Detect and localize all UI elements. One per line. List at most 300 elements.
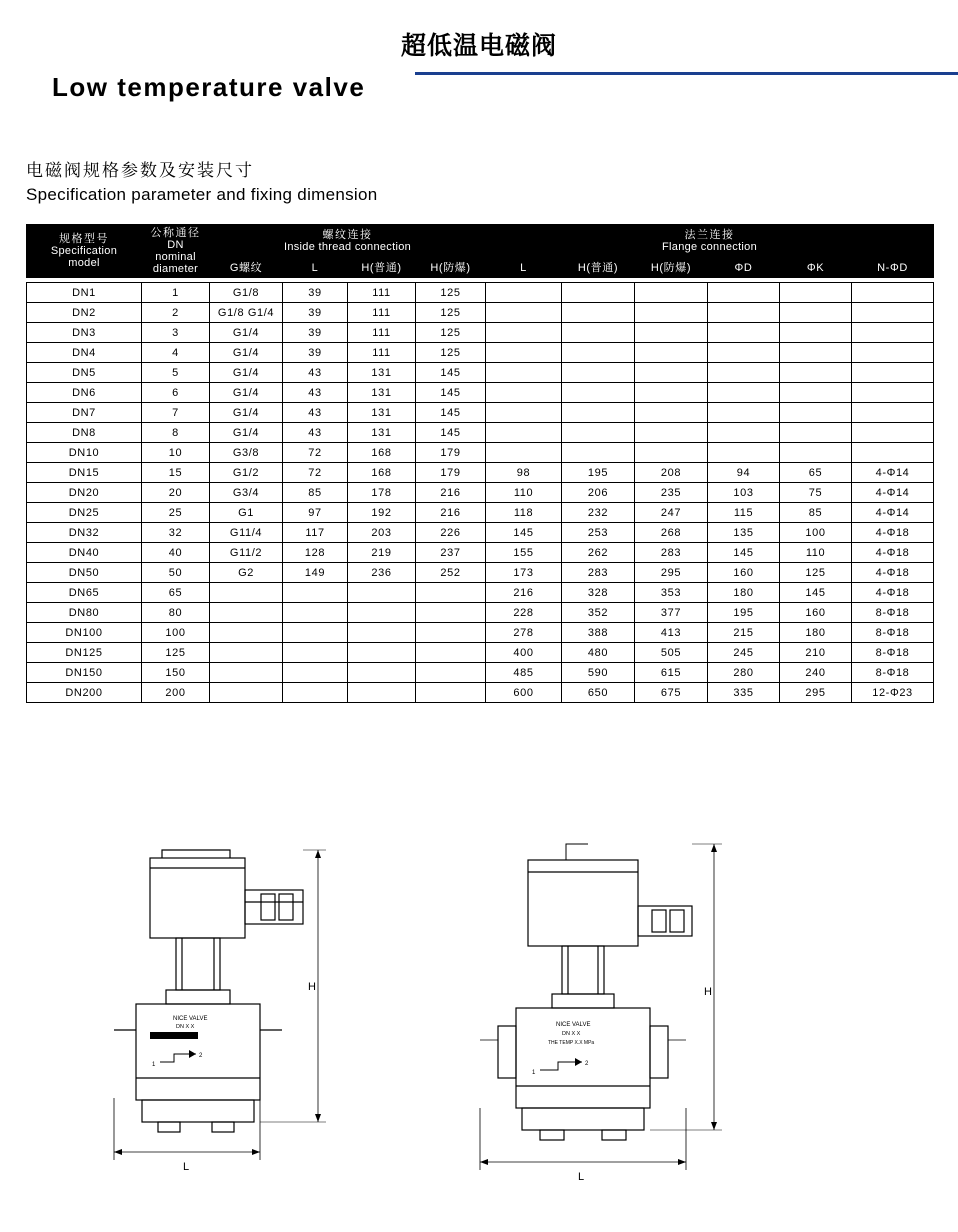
cell-phik: 75 (780, 483, 852, 503)
cell-nphid (852, 403, 934, 423)
cell-l: 43 (283, 363, 348, 383)
cell-g: G2 (210, 563, 283, 583)
cell-l: 43 (283, 423, 348, 443)
table-row (27, 283, 934, 303)
cell-he: 145 (416, 363, 486, 383)
cell-phid: 280 (708, 663, 780, 683)
th-flange-h-normal: H(普通) (562, 258, 635, 278)
cell-he: 216 (416, 503, 486, 523)
cell-nphid (852, 363, 934, 383)
specification-table (26, 224, 934, 703)
cell-hn (348, 583, 416, 603)
cell-dn: 32 (142, 523, 210, 543)
cell-fhe: 413 (635, 623, 708, 643)
cell-nphid (852, 283, 934, 303)
cell-fhn: 206 (562, 483, 635, 503)
cell-he: 216 (416, 483, 486, 503)
cell-model: DN100 (27, 623, 142, 643)
cell-g (210, 683, 283, 703)
cell-fl (486, 303, 562, 323)
cell-model: DN40 (27, 543, 142, 563)
cell-phik (780, 323, 852, 343)
cell-fhn (562, 303, 635, 323)
table-body (27, 278, 934, 703)
section-heading (26, 160, 378, 206)
flanged-valve-drawing (470, 830, 890, 1230)
cell-fhe (635, 323, 708, 343)
table-row (27, 603, 934, 623)
cell-g (210, 643, 283, 663)
table-row (27, 323, 934, 343)
cell-model: DN4 (27, 343, 142, 363)
cell-hn: 111 (348, 323, 416, 343)
cell-fl: 98 (486, 463, 562, 483)
cell-nphid: 4-Φ18 (852, 563, 934, 583)
th-dn-en: nominal (155, 251, 196, 263)
th-nominal-diameter (142, 225, 210, 278)
cell-nphid: 4-Φ14 (852, 463, 934, 483)
th-thread-group (210, 225, 486, 258)
cell-dn: 4 (142, 343, 210, 363)
cell-nphid: 4-Φ18 (852, 523, 934, 543)
cell-fhn: 232 (562, 503, 635, 523)
cell-g: G1/4 (210, 383, 283, 403)
table-row (27, 663, 934, 683)
cell-model: DN10 (27, 443, 142, 463)
cell-he: 125 (416, 303, 486, 323)
cell-g: G1/4 (210, 423, 283, 443)
cell-model: DN125 (27, 643, 142, 663)
cell-fl: 228 (486, 603, 562, 623)
th-spec-model-cn: 规格型号 (59, 232, 109, 245)
cell-phid: 215 (708, 623, 780, 643)
left-port-in-label: 1 (152, 1062, 156, 1068)
table-row (27, 383, 934, 403)
cell-g: G1/4 (210, 403, 283, 423)
cell-nphid (852, 383, 934, 403)
cell-fl (486, 343, 562, 363)
cell-l: 97 (283, 503, 348, 523)
cell-dn: 100 (142, 623, 210, 643)
cell-fhn: 283 (562, 563, 635, 583)
cell-l: 117 (283, 523, 348, 543)
cell-model: DN8 (27, 423, 142, 443)
cell-fhn: 352 (562, 603, 635, 623)
cell-phid: 135 (708, 523, 780, 543)
cell-phid (708, 383, 780, 403)
table-row (27, 343, 934, 363)
cell-phik (780, 283, 852, 303)
cell-l: 39 (283, 303, 348, 323)
cell-fl: 216 (486, 583, 562, 603)
cell-fhn: 388 (562, 623, 635, 643)
table-row (27, 683, 934, 703)
cell-g: G3/8 (210, 443, 283, 463)
cell-phid (708, 343, 780, 363)
cell-model: DN1 (27, 283, 142, 303)
cell-phik: 210 (780, 643, 852, 663)
cell-fhe (635, 303, 708, 323)
cell-fl: 173 (486, 563, 562, 583)
cell-dn: 2 (142, 303, 210, 323)
cell-fl: 278 (486, 623, 562, 643)
cell-model: DN25 (27, 503, 142, 523)
cell-nphid (852, 303, 934, 323)
section-heading-cn: 电磁阀规格参数及安装尺寸 (26, 161, 254, 181)
cell-phik: 110 (780, 543, 852, 563)
cell-he (416, 623, 486, 643)
table-row (27, 423, 934, 443)
cell-he: 125 (416, 343, 486, 363)
th-g-thread: G螺纹 (210, 258, 283, 278)
cell-fhe: 235 (635, 483, 708, 503)
left-port-out-label: 2 (199, 1053, 203, 1059)
cell-dn: 6 (142, 383, 210, 403)
cell-dn: 1 (142, 283, 210, 303)
cell-phik (780, 443, 852, 463)
cell-nphid: 8-Φ18 (852, 643, 934, 663)
cell-phid (708, 443, 780, 463)
th-thread-h-normal: H(普通) (348, 258, 416, 278)
table-row (27, 303, 934, 323)
page-header (0, 0, 958, 120)
right-port-in-label: 1 (532, 1070, 536, 1076)
cell-phik: 240 (780, 663, 852, 683)
cell-g: G1/4 (210, 363, 283, 383)
cell-fhe: 353 (635, 583, 708, 603)
cell-phid: 245 (708, 643, 780, 663)
cell-he: 179 (416, 443, 486, 463)
cell-hn: 131 (348, 383, 416, 403)
cell-l: 39 (283, 323, 348, 343)
cell-he: 179 (416, 463, 486, 483)
cell-phik (780, 363, 852, 383)
cell-model: DN50 (27, 563, 142, 583)
cell-model: DN6 (27, 383, 142, 403)
cell-dn: 20 (142, 483, 210, 503)
table-row (27, 403, 934, 423)
left-brand-label: NICE VALVE (173, 1016, 208, 1022)
cell-model: DN80 (27, 603, 142, 623)
th-flange-group-en: Flange connection (662, 241, 758, 254)
cell-fl (486, 323, 562, 343)
cell-phid (708, 303, 780, 323)
cell-he (416, 643, 486, 663)
cell-nphid: 8-Φ18 (852, 663, 934, 683)
th-flange-group-cn: 法兰连接 (684, 228, 735, 242)
cell-fl: 485 (486, 663, 562, 683)
left-dim-l-label: L (183, 1161, 190, 1173)
cell-he: 226 (416, 523, 486, 543)
cell-g (210, 663, 283, 683)
cell-phid: 195 (708, 603, 780, 623)
cell-phid (708, 323, 780, 343)
cell-l: 72 (283, 463, 348, 483)
th-n-phi-d: N-ΦD (852, 258, 934, 278)
cell-fl: 400 (486, 643, 562, 663)
spec-table-container (26, 224, 913, 703)
table-header (27, 225, 934, 278)
cell-model: DN150 (27, 663, 142, 683)
cell-phik (780, 383, 852, 403)
cell-fl: 118 (486, 503, 562, 523)
cell-model: DN200 (27, 683, 142, 703)
cell-he (416, 583, 486, 603)
cell-dn: 7 (142, 403, 210, 423)
cell-dn: 40 (142, 543, 210, 563)
cell-l (283, 663, 348, 683)
cell-he (416, 683, 486, 703)
cell-fhe: 268 (635, 523, 708, 543)
cell-he: 125 (416, 323, 486, 343)
page-title-en: Low temperature valve (52, 72, 366, 102)
cell-fhe (635, 403, 708, 423)
cell-model: DN3 (27, 323, 142, 343)
cell-g (210, 623, 283, 643)
page-title-cn: 超低温电磁阀 (400, 31, 557, 60)
cell-phik: 65 (780, 463, 852, 483)
cell-hn (348, 643, 416, 663)
table-row (27, 583, 934, 603)
cell-fhe (635, 443, 708, 463)
th-thread-l: L (283, 258, 348, 278)
th-dn-en2: diameter (152, 263, 199, 275)
cell-fhe: 505 (635, 643, 708, 663)
th-flange-group (486, 225, 934, 258)
cell-he (416, 603, 486, 623)
cell-he: 237 (416, 543, 486, 563)
cell-l: 43 (283, 403, 348, 423)
cell-hn (348, 623, 416, 643)
cell-hn: 111 (348, 343, 416, 363)
th-dn-code: DN (167, 239, 184, 251)
th-flange-l: L (486, 258, 562, 278)
cell-dn: 65 (142, 583, 210, 603)
cell-hn: 131 (348, 423, 416, 443)
cell-he: 125 (416, 283, 486, 303)
right-dim-h-label: H (704, 986, 712, 998)
cell-fhn (562, 283, 635, 303)
cell-fhn: 590 (562, 663, 635, 683)
cell-fhn: 328 (562, 583, 635, 603)
table-row (27, 643, 934, 663)
cell-model: DN65 (27, 583, 142, 603)
cell-phid: 335 (708, 683, 780, 703)
right-brand-label: NICE VALVE (556, 1022, 591, 1028)
cell-fhe: 615 (635, 663, 708, 683)
cell-dn: 10 (142, 443, 210, 463)
th-thread-h-ex: H(防爆) (416, 258, 486, 278)
cell-fhe: 283 (635, 543, 708, 563)
cell-hn: 219 (348, 543, 416, 563)
cell-l: 39 (283, 283, 348, 303)
cell-fhn: 253 (562, 523, 635, 543)
cell-fhe: 247 (635, 503, 708, 523)
right-model-label: DN X X (562, 1031, 581, 1037)
table-row (27, 543, 934, 563)
cell-fhn (562, 423, 635, 443)
table-row (27, 483, 934, 503)
title-divider (415, 72, 958, 75)
cell-dn: 15 (142, 463, 210, 483)
left-model-label: DN X X (176, 1024, 195, 1030)
cell-nphid: 4-Φ18 (852, 543, 934, 563)
cell-model: DN2 (27, 303, 142, 323)
cell-l: 128 (283, 543, 348, 563)
cell-he: 252 (416, 563, 486, 583)
table-row (27, 523, 934, 543)
cell-phik (780, 303, 852, 323)
table-row (27, 363, 934, 383)
cell-g: G1/4 (210, 323, 283, 343)
cell-hn: 131 (348, 403, 416, 423)
cell-g (210, 583, 283, 603)
cell-l: 39 (283, 343, 348, 363)
cell-fhn (562, 443, 635, 463)
cell-phik (780, 423, 852, 443)
cell-nphid (852, 343, 934, 363)
cell-fl (486, 383, 562, 403)
cell-fhn (562, 383, 635, 403)
cell-g: G1/8 (210, 283, 283, 303)
cell-fl: 155 (486, 543, 562, 563)
cell-phik: 125 (780, 563, 852, 583)
cell-fl: 145 (486, 523, 562, 543)
cell-fhn (562, 403, 635, 423)
cell-nphid: 4-Φ14 (852, 503, 934, 523)
cell-nphid (852, 443, 934, 463)
cell-dn: 200 (142, 683, 210, 703)
cell-phid (708, 423, 780, 443)
cell-phik: 295 (780, 683, 852, 703)
th-spec-model-en: Specification (50, 245, 118, 257)
cell-hn: 111 (348, 303, 416, 323)
valve-drawings (0, 830, 958, 1230)
cell-l (283, 583, 348, 603)
cell-dn: 3 (142, 323, 210, 343)
cell-dn: 25 (142, 503, 210, 523)
cell-phid: 94 (708, 463, 780, 483)
cell-phid: 145 (708, 543, 780, 563)
cell-l (283, 643, 348, 663)
cell-l: 43 (283, 383, 348, 403)
th-thread-group-cn: 螺纹连接 (322, 228, 373, 242)
cell-l (283, 683, 348, 703)
cell-phik (780, 343, 852, 363)
table-row (27, 563, 934, 583)
cell-fhe (635, 423, 708, 443)
cell-nphid (852, 423, 934, 443)
cell-g: G1 (210, 503, 283, 523)
cell-l: 149 (283, 563, 348, 583)
cell-he (416, 663, 486, 683)
cell-fl (486, 283, 562, 303)
cell-model: DN20 (27, 483, 142, 503)
cell-l: 85 (283, 483, 348, 503)
cell-l (283, 603, 348, 623)
cell-he: 145 (416, 423, 486, 443)
right-sub-label: THE TEMP X.X MPa (548, 1040, 595, 1046)
cell-l (283, 623, 348, 643)
cell-phik: 160 (780, 603, 852, 623)
cell-nphid: 4-Φ18 (852, 583, 934, 603)
cell-hn: 203 (348, 523, 416, 543)
cell-fl (486, 403, 562, 423)
cell-phid (708, 363, 780, 383)
table-row (27, 623, 934, 643)
th-spec-model (27, 225, 142, 278)
cell-fl (486, 363, 562, 383)
cell-g: G3/4 (210, 483, 283, 503)
cell-fhe (635, 283, 708, 303)
right-dim-l-label: L (578, 1171, 585, 1183)
cell-dn: 8 (142, 423, 210, 443)
table-row (27, 503, 934, 523)
cell-model: DN15 (27, 463, 142, 483)
cell-hn: 168 (348, 463, 416, 483)
th-phi-d: ΦD (708, 258, 780, 278)
cell-nphid: 8-Φ18 (852, 603, 934, 623)
cell-model: DN5 (27, 363, 142, 383)
cell-g: G1/4 (210, 343, 283, 363)
cell-he: 145 (416, 403, 486, 423)
cell-fhe: 208 (635, 463, 708, 483)
cell-phid (708, 283, 780, 303)
cell-fhe (635, 363, 708, 383)
cell-g (210, 603, 283, 623)
cell-hn (348, 663, 416, 683)
cell-hn: 131 (348, 363, 416, 383)
right-port-out-label: 2 (585, 1061, 589, 1067)
th-thread-group-en: Inside thread connection (283, 241, 412, 254)
cell-g: G1/8 G1/4 (210, 303, 283, 323)
table-row (27, 443, 934, 463)
cell-fhn (562, 343, 635, 363)
cell-nphid: 12-Φ23 (852, 683, 934, 703)
cell-fhn: 262 (562, 543, 635, 563)
table-row (27, 463, 934, 483)
left-dim-h-label: H (308, 981, 316, 993)
cell-fhe (635, 343, 708, 363)
cell-l: 72 (283, 443, 348, 463)
threaded-valve-drawing (90, 830, 510, 1230)
cell-fhn (562, 323, 635, 343)
cell-fhn: 480 (562, 643, 635, 663)
cell-phid: 160 (708, 563, 780, 583)
cell-phid: 103 (708, 483, 780, 503)
cell-fhe: 295 (635, 563, 708, 583)
cell-dn: 5 (142, 363, 210, 383)
cell-fhe (635, 383, 708, 403)
cell-fhn (562, 363, 635, 383)
cell-fl (486, 443, 562, 463)
cell-hn: 236 (348, 563, 416, 583)
cell-fhn: 195 (562, 463, 635, 483)
cell-phid: 180 (708, 583, 780, 603)
cell-phid: 115 (708, 503, 780, 523)
cell-nphid: 8-Φ18 (852, 623, 934, 643)
th-spec-model-en2: model (68, 257, 100, 269)
cell-hn: 178 (348, 483, 416, 503)
cell-fhe: 675 (635, 683, 708, 703)
cell-phik (780, 403, 852, 423)
cell-hn (348, 603, 416, 623)
cell-dn: 150 (142, 663, 210, 683)
cell-phik: 145 (780, 583, 852, 603)
cell-fl: 600 (486, 683, 562, 703)
section-heading-en: Specification parameter and fixing dimension (26, 185, 378, 204)
cell-dn: 125 (142, 643, 210, 663)
